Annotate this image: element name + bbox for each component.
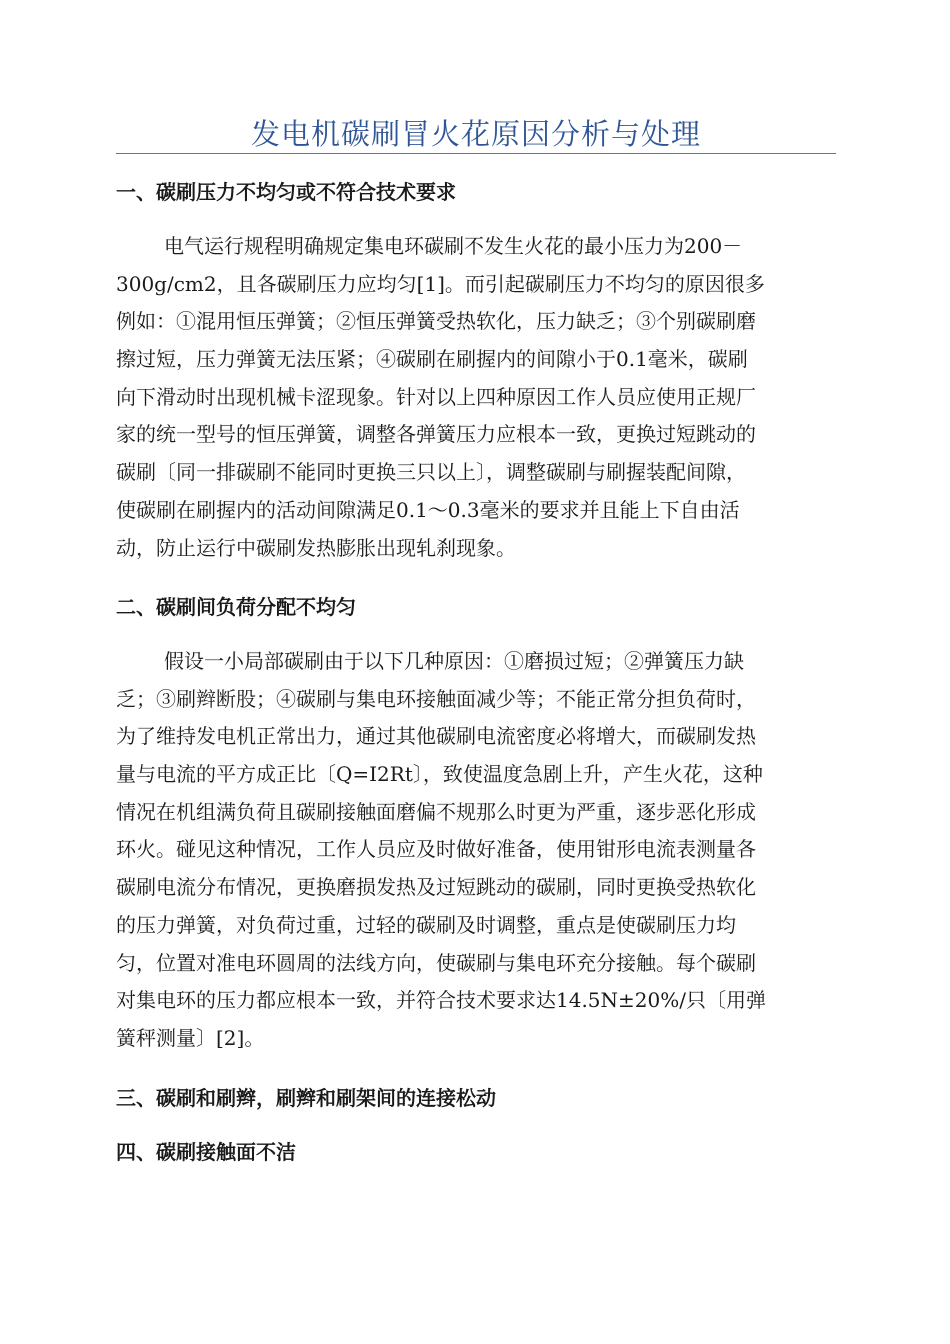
paragraph-line: 的压力弹簧，对负荷过重，过轻的碳刷及时调整，重点是使碳刷压力均 — [116, 912, 736, 937]
section-heading-2: 二、碳刷间负荷分配不均匀 — [116, 595, 356, 619]
paragraph-line: 向下滑动时出现机械卡涩现象。针对以上四种原因工作人员应使用正规厂 — [116, 384, 756, 409]
section-paragraph-2 — [116, 643, 836, 1058]
paragraph-line: 300g/cm2，且各碳刷压力应均匀[1]。而引起碳刷压力不均匀的原因很多 — [116, 271, 765, 296]
paragraph-line: 量与电流的平方成正比〔Q=I2Rt〕，致使温度急剧上升，产生火花，这种 — [116, 762, 763, 787]
section-heading-1: 一、碳刷压力不均匀或不符合技术要求 — [116, 180, 456, 204]
paragraph-line: 擦过短，压力弹簧无法压紧；④碳刷在刷握内的间隙小于0.1毫米，碳刷 — [116, 347, 748, 372]
paragraph-line: 电气运行规程明确规定集电环碳刷不发生火花的最小压力为200－ — [164, 234, 743, 258]
paragraph-line: 情况在机组满负荷且碳刷接触面磨偏不规那么时更为严重，逐步恶化形成 — [116, 799, 756, 824]
paragraph-line: 环火。碰见这种情况，工作人员应及时做好准备，使用钳形电流表测量各 — [116, 837, 756, 862]
section-heading-4: 四、碳刷接触面不洁 — [116, 1140, 296, 1164]
document-title: 发电机碳刷冒火花原因分析与处理 — [250, 117, 701, 151]
paragraph-line: 家的统一型号的恒压弹簧，调整各弹簧压力应根本一致，更换过短跳动的 — [116, 422, 756, 447]
paragraph-line: 为了维持发电机正常出力，通过其他碳刷电流密度必将增大，而碳刷发热 — [116, 724, 756, 749]
paragraph-line: 碳刷电流分布情况，更换磨损发热及过短跳动的碳刷，同时更换受热软化 — [116, 875, 756, 900]
paragraph-line: 假设一小局部碳刷由于以下几种原因：①磨损过短；②弹簧压力缺 — [164, 649, 744, 673]
paragraph-line: 碳刷〔同一排碳刷不能同时更换三只以上〕，调整碳刷与刷握装配间隙， — [116, 460, 746, 485]
paragraph-line: 例如：①混用恒压弹簧；②恒压弹簧受热软化，压力缺乏；③个别碳刷磨 — [116, 309, 756, 334]
paragraph-line: 簧秤测量〕[2]。 — [116, 1025, 265, 1050]
paragraph-line: 匀，位置对准电环圆周的法线方向，使碳刷与集电环充分接触。每个碳刷 — [116, 950, 756, 975]
paragraph-line: 乏；③刷辫断股；④碳刷与集电环接触面减少等；不能正常分担负荷时， — [116, 686, 756, 711]
section-heading-3: 三、碳刷和刷辫，刷辫和刷架间的连接松动 — [116, 1086, 496, 1110]
paragraph-line: 使碳刷在刷握内的活动间隙满足0.1～0.3毫米的要求并且能上下自由活 — [116, 497, 740, 522]
paragraph-line: 对集电环的压力都应根本一致，并符合技术要求达14.5N±20%/只〔用弹 — [116, 988, 766, 1013]
paragraph-line: 动，防止运行中碳刷发热膨胀出现轧刹现象。 — [116, 535, 516, 560]
title-underline — [116, 153, 836, 154]
section-paragraph-1 — [116, 228, 836, 567]
